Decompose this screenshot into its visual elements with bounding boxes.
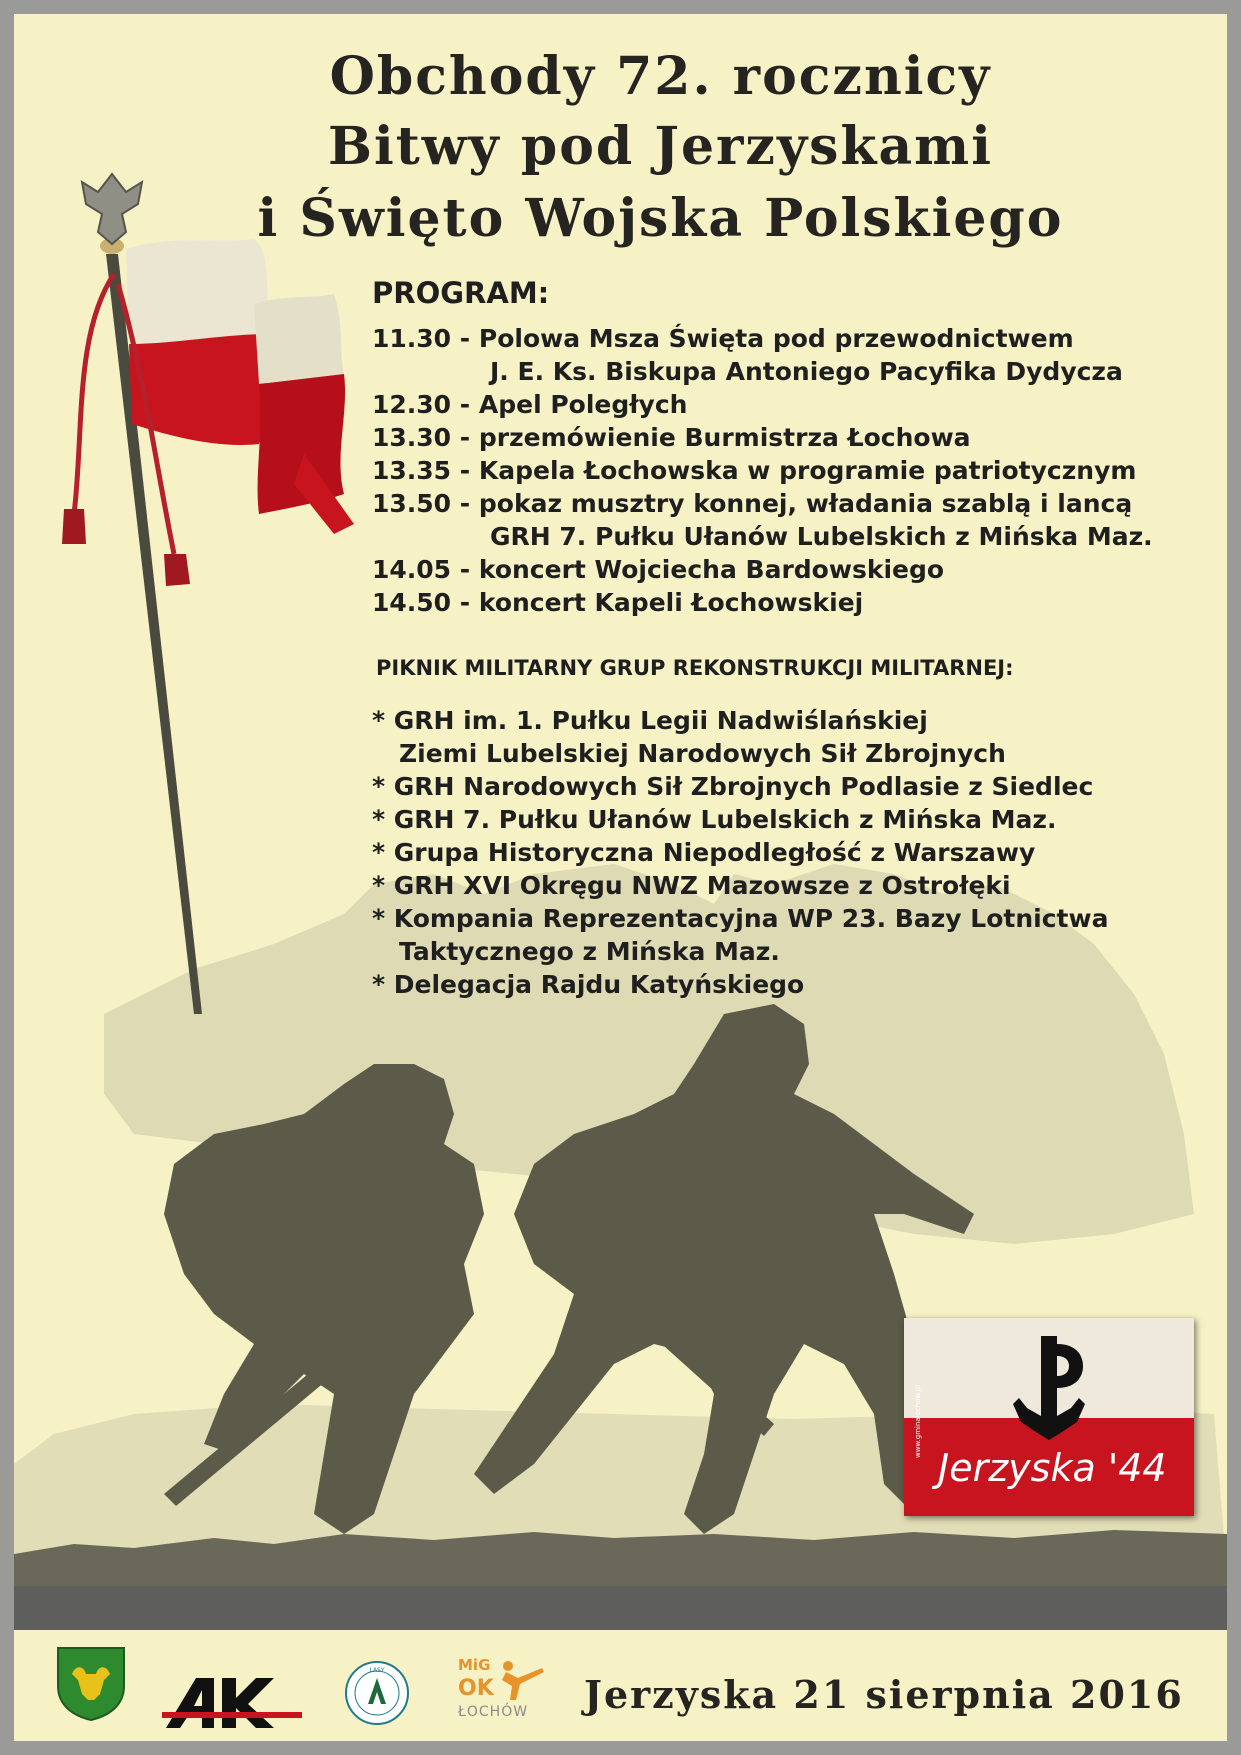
schedule-row (372, 586, 1153, 619)
schedule-time: 11.30 - (372, 324, 471, 353)
group-item: * Delegacja Rajdu Katyńskiego (372, 970, 805, 999)
ak-logo-icon (162, 1674, 302, 1732)
schedule-time: 13.35 - (372, 456, 471, 485)
ok-label: OK (458, 1676, 494, 1701)
badge-text: Jerzyska '44 (938, 1446, 1167, 1490)
schedule-text: Kapela Łochowska w programie patriotycznym (470, 456, 1137, 485)
jerzyska-44-badge (904, 1318, 1194, 1516)
tassel-right (164, 554, 190, 586)
schedule-time: 13.50 - (372, 489, 471, 518)
reenactment-groups (372, 704, 1108, 1001)
group-item: * GRH im. 1. Pułku Legii Nadwiślańskiej (372, 706, 928, 735)
lochow-label: ŁOCHÓW (458, 1704, 529, 1720)
schedule-row (372, 388, 1153, 421)
schedule-text: koncert Wojciecha Bardowskiego (470, 555, 945, 584)
kotwica-icon (999, 1326, 1099, 1446)
mig-label: MiG (458, 1656, 491, 1674)
schedule-row (372, 487, 1153, 520)
program-schedule (372, 322, 1153, 619)
lasy-panstwowe-logo-icon (344, 1660, 410, 1726)
group-item: * Kompania Reprezentacyjna WP 23. Bazy Lotnictwa (372, 904, 1109, 933)
schedule-text: przemówienie Burmistrza Łochowa (470, 423, 971, 452)
tassel-left (62, 509, 86, 544)
title-line-3: i Święto Wojska Polskiego (257, 188, 1064, 249)
mig-ok-lochow-logo (458, 1656, 548, 1726)
schedule-time: 13.30 - (372, 423, 471, 452)
schedule-time: 14.05 - (372, 555, 471, 584)
dark-band (14, 1586, 1227, 1630)
schedule-time: 12.30 - (372, 390, 471, 419)
schedule-text: pokaz musztry konnej, władania szablą i lancą (470, 489, 1133, 518)
group-continuation: Ziemi Lubelskiej Narodowych Sił Zbrojnych (399, 739, 1006, 768)
schedule-row (372, 322, 1153, 355)
group-item: * Grupa Historyczna Niepodległość z Warszawy (372, 838, 1036, 867)
poster (14, 14, 1227, 1741)
schedule-continuation: J. E. Ks. Biskupa Antoniego Pacyfika Dydycza (490, 357, 1123, 386)
group-continuation: Taktycznego z Mińska Maz. (399, 937, 780, 966)
schedule-row (372, 553, 1153, 586)
group-item: * GRH XVI Okręgu NWZ Mazowsze z Ostrołęki (372, 871, 1011, 900)
schedule-time: 14.50 - (372, 588, 471, 617)
runner-icon (496, 1658, 548, 1704)
schedule-text: Apel Poległych (470, 390, 688, 419)
group-item: * GRH 7. Pułku Ułanów Lubelskich z Mińska Maz. (372, 805, 1057, 834)
schedule-text: Polowa Msza Święta pod przewodnictwem (470, 324, 1074, 353)
schedule-text: koncert Kapeli Łochowskiej (470, 588, 864, 617)
lochow-coat-of-arms-icon (54, 1644, 128, 1722)
badge-side-text: www.gminalochow.pl (914, 1384, 922, 1458)
schedule-continuation: GRH 7. Pułku Ułanów Lubelskich z Mińska Maz. (490, 522, 1153, 551)
footer-date: Jerzyska 21 sierpnia 2016 (584, 1672, 1184, 1717)
schedule-row (372, 454, 1153, 487)
piknik-heading: PIKNIK MILITARNY GRUP REKONSTRUKCJI MILITARNEJ: (376, 656, 1014, 680)
group-item: * GRH Narodowych Sił Zbrojnych Podlasie z Siedlec (372, 772, 1094, 801)
program-heading: PROGRAM: (372, 276, 550, 310)
svg-text:LASY: LASY (369, 1667, 385, 1674)
title-line-1: Obchody 72. rocznicy (329, 46, 992, 107)
schedule-row (372, 421, 1153, 454)
title-line-2: Bitwy pod Jerzyskami (328, 116, 993, 177)
